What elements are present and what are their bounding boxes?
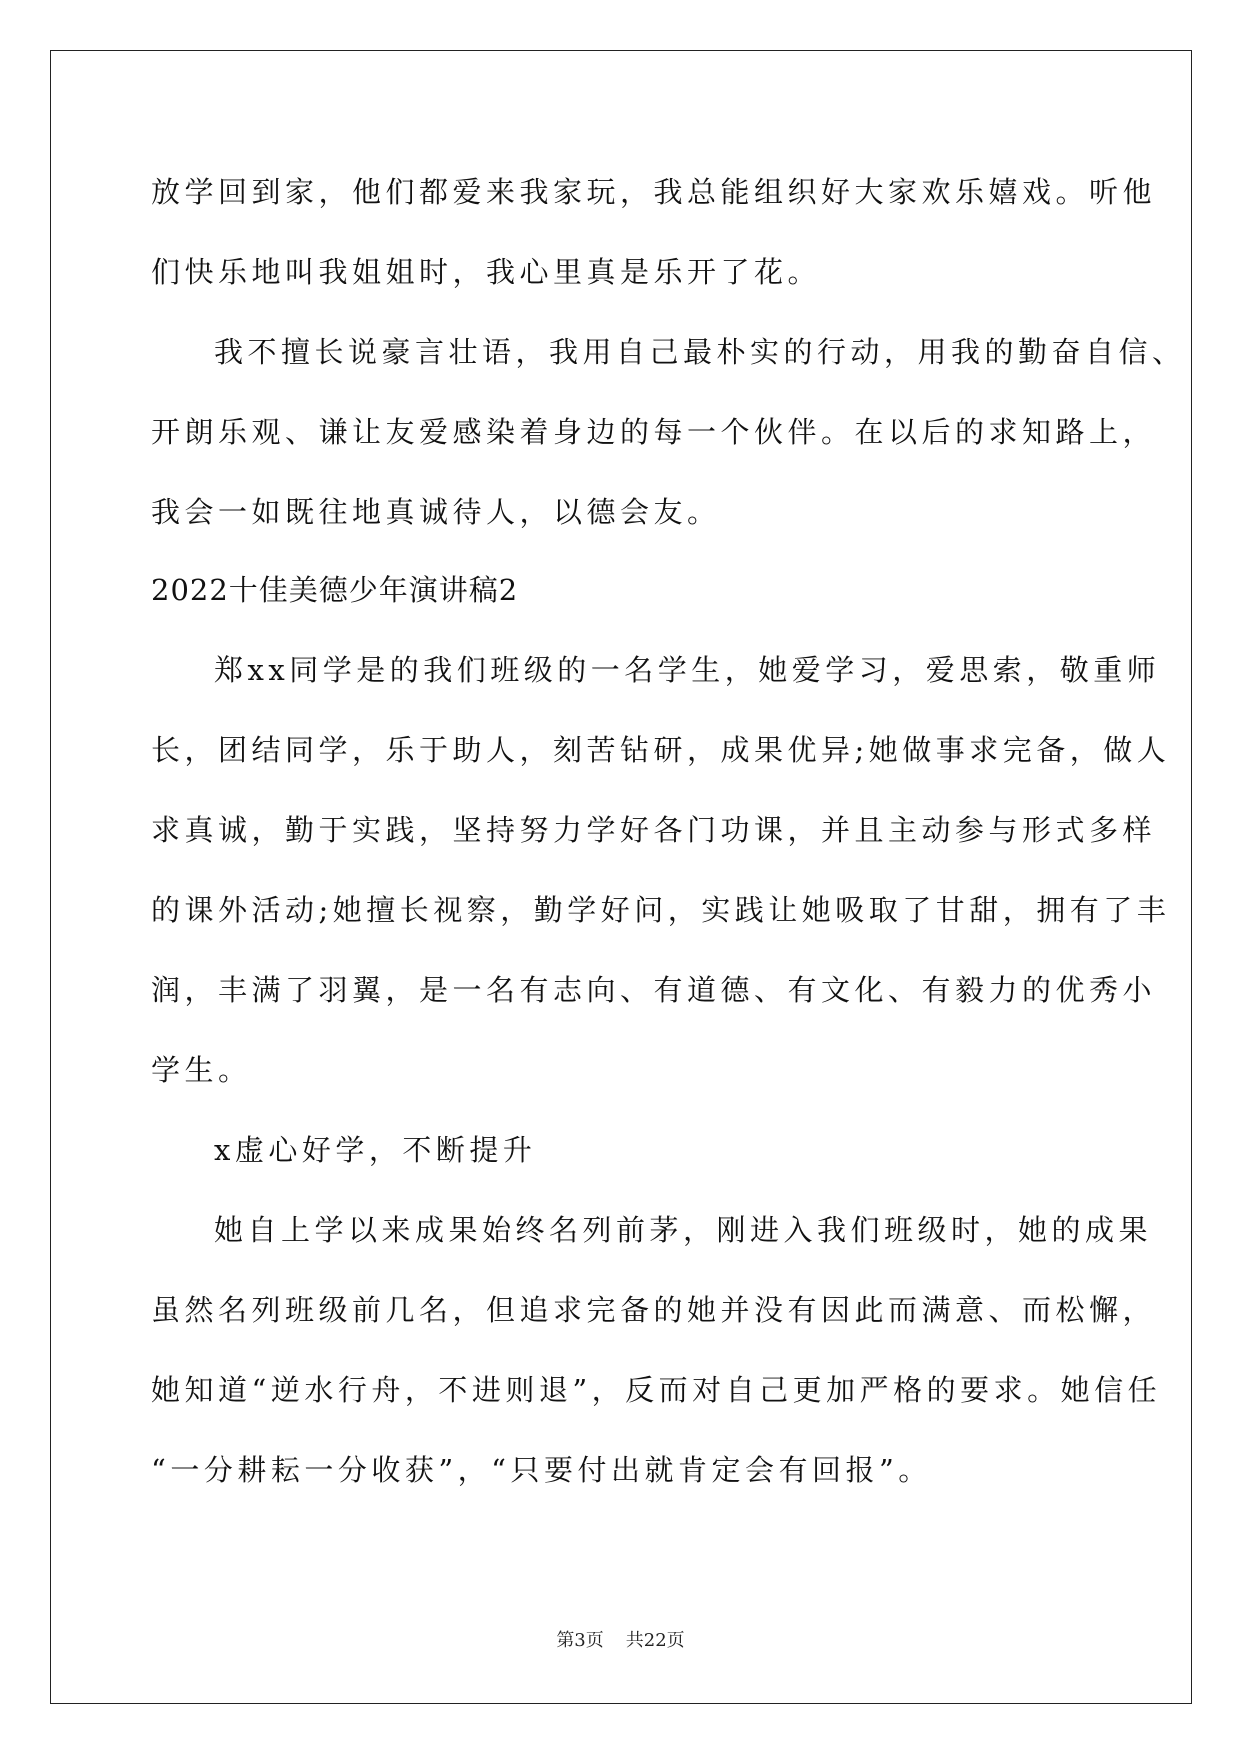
body-line: 润，丰满了羽翼，是一名有志向、有道德、有文化、有毅力的优秀小 xyxy=(151,973,1157,1007)
body-line: “一分耕耘一分收获”，“只要付出就肯定会有回报”。 xyxy=(151,1453,932,1487)
subheading: x虚心好学，不断提升 xyxy=(214,1133,537,1167)
body-line: 们快乐地叫我姐姐时，我心里真是乐开了花。 xyxy=(151,255,822,289)
body-line: 学生。 xyxy=(151,1053,252,1087)
body-line: 她自上学以来成果始终名列前茅，刚进入我们班级时，她的成果 xyxy=(214,1213,1153,1247)
body-line: 我会一如既往地真诚待人，以德会友。 xyxy=(151,495,721,529)
body-line: 她知道“逆水行舟，不进则退”，反而对自己更加严格的要求。她信任 xyxy=(151,1373,1162,1407)
page-total: 共22页 xyxy=(625,1630,685,1651)
page-footer xyxy=(0,1626,1241,1652)
body-line: 求真诚，勤于实践，坚持努力学好各门功课，并且主动参与形式多样 xyxy=(151,813,1157,847)
body-line: 郑xx同学是的我们班级的一名学生，她爱学习，爱思索，敬重师 xyxy=(214,653,1161,687)
section-heading: 2022十佳美德少年演讲稿2 xyxy=(151,573,519,607)
body-line: 长，团结同学，乐于助人，刻苦钻研，成果优异;她做事求完备，做人 xyxy=(151,733,1171,767)
body-line: 虽然名列班级前几名，但追求完备的她并没有因此而满意、而松懈， xyxy=(151,1293,1157,1327)
body-line: 放学回到家，他们都爱来我家玩，我总能组织好大家欢乐嬉戏。听他 xyxy=(151,175,1157,209)
body-line: 开朗乐观、谦让友爱感染着身边的每一个伙伴。在以后的求知路上， xyxy=(151,415,1157,449)
page-number: 第3页 xyxy=(556,1630,604,1651)
body-line: 的课外活动;她擅长视察，勤学好问，实践让她吸取了甘甜，拥有了丰 xyxy=(151,893,1171,927)
body-line: 我不擅长说豪言壮语，我用自己最朴实的行动，用我的勤奋自信、 xyxy=(214,335,1186,369)
